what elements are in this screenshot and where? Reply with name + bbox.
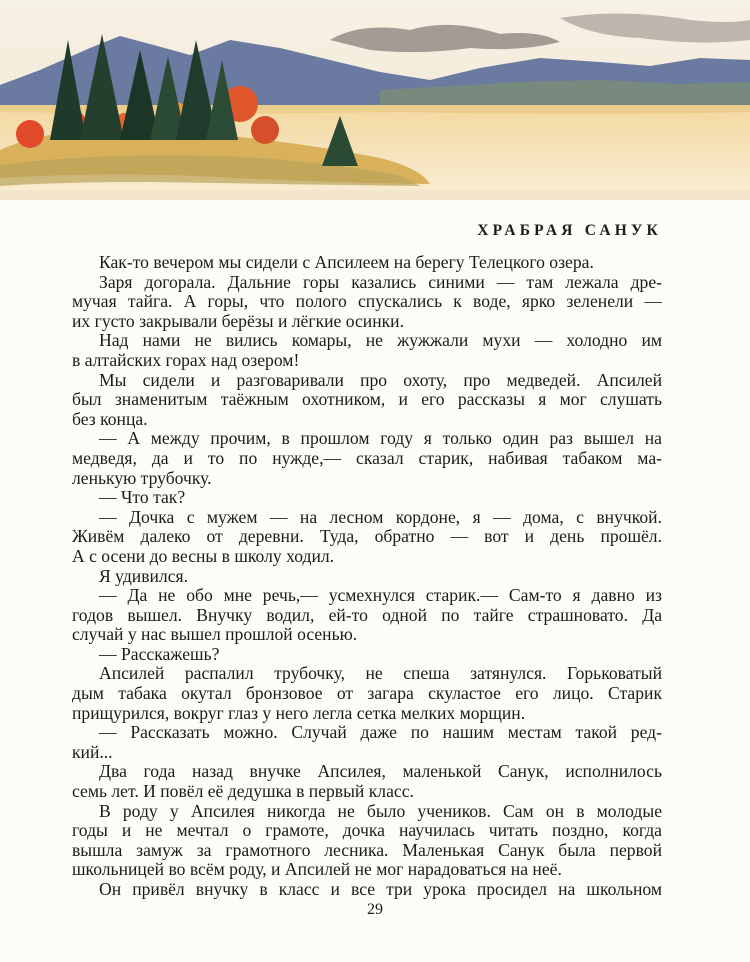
text-line: семь лет. И повёл её дедушка в первый класс. [72, 781, 414, 802]
text-line: вышла замуж за грамотного лесника. Маленькая Санук была первой [72, 839, 662, 860]
story-text [72, 253, 662, 900]
lake-landscape-illustration [0, 0, 750, 200]
text-line: без конца. [72, 408, 148, 429]
text-line: Живём далеко от деревни. Туда, обратно — вот и день прошёл. [72, 526, 662, 547]
text-line: годов вышел. Внучку водил, ей-то одной по тайге страшновато. Да [72, 604, 662, 625]
text-line: школьницей во всём роду, и Апсилей не мог нарадоваться на неё. [72, 859, 562, 880]
story-title: ХРАБРАЯ САНУК [477, 222, 662, 239]
text-line: Я удивился. [99, 565, 188, 586]
autumn-shrub [16, 120, 44, 148]
text-line: годы и не мечтал о грамоте, дочка научилась читать поздно, когда [72, 820, 662, 841]
text-line: в алтайских горах над озером! [72, 349, 300, 370]
text-line: мучая тайга. А горы, что полого спускались к воде, ярко зеленели — [72, 291, 662, 312]
text-line: — Рассказать можно. Случай даже по нашим местам такой ред- [99, 722, 662, 743]
text-line: случай у нас вышел прошлой осенью. [72, 624, 358, 645]
text-line: Мы сидели и разговаривали про охоту, про медведей. Апсилей [99, 369, 662, 390]
text-line: — Да не обо мне речь,— усмехнулся старик.— Сам-то я давно из [99, 585, 662, 606]
text-line: Как-то вечером мы сидели с Апсилеем на берегу Телецкого озера. [99, 252, 594, 272]
text-line: ленькую трубочку. [72, 467, 212, 488]
text-line: Над нами не вились комары, не жужжали мухи — холодно им [99, 330, 662, 351]
text-line: А с осени до весны в школу ходил. [72, 545, 335, 566]
text-line: медведя, да и то по нужде,— сказал старик, набивая табаком ма- [72, 447, 662, 468]
page-number: 29 [367, 901, 383, 918]
text-line: Два года назад внучке Апсилея, маленькой Санук, исполнилось [99, 761, 662, 782]
text-line: прищурился, вокруг глаз у него легла сетка мелких морщин. [72, 702, 526, 723]
text-line: — Что так? [99, 487, 186, 508]
text-line: — Дочка с мужем — на лесном кордоне, я — дома, с внучкой. [99, 506, 662, 527]
text-line: был знаменитым таёжным охотником, и его рассказы я мог слушать [72, 389, 662, 410]
text-line: — Расскажешь? [99, 643, 220, 664]
text-line: кий... [72, 741, 113, 762]
text-line: Апсилей распалил трубочку, не спеша затянулся. Горьковатый [99, 663, 662, 684]
text-line: Заря догорала. Дальние горы казались синими — там лежала дре- [99, 271, 662, 292]
text-line: дым табака окутал бронзовое от загара скуластое его лицо. Старик [72, 683, 662, 704]
text-line: их густо закрывали берёзы и лёгкие осинки. [72, 310, 404, 331]
text-line: — А между прочим, в прошлом году я только один раз вышел на [99, 428, 662, 449]
text-line: Он привёл внучку в класс и все три урока просидел на школьном [99, 879, 662, 899]
text-line: В роду у Апсилея никогда не было учеников. Сам он в молодые [99, 800, 662, 821]
autumn-shrub [251, 116, 279, 144]
